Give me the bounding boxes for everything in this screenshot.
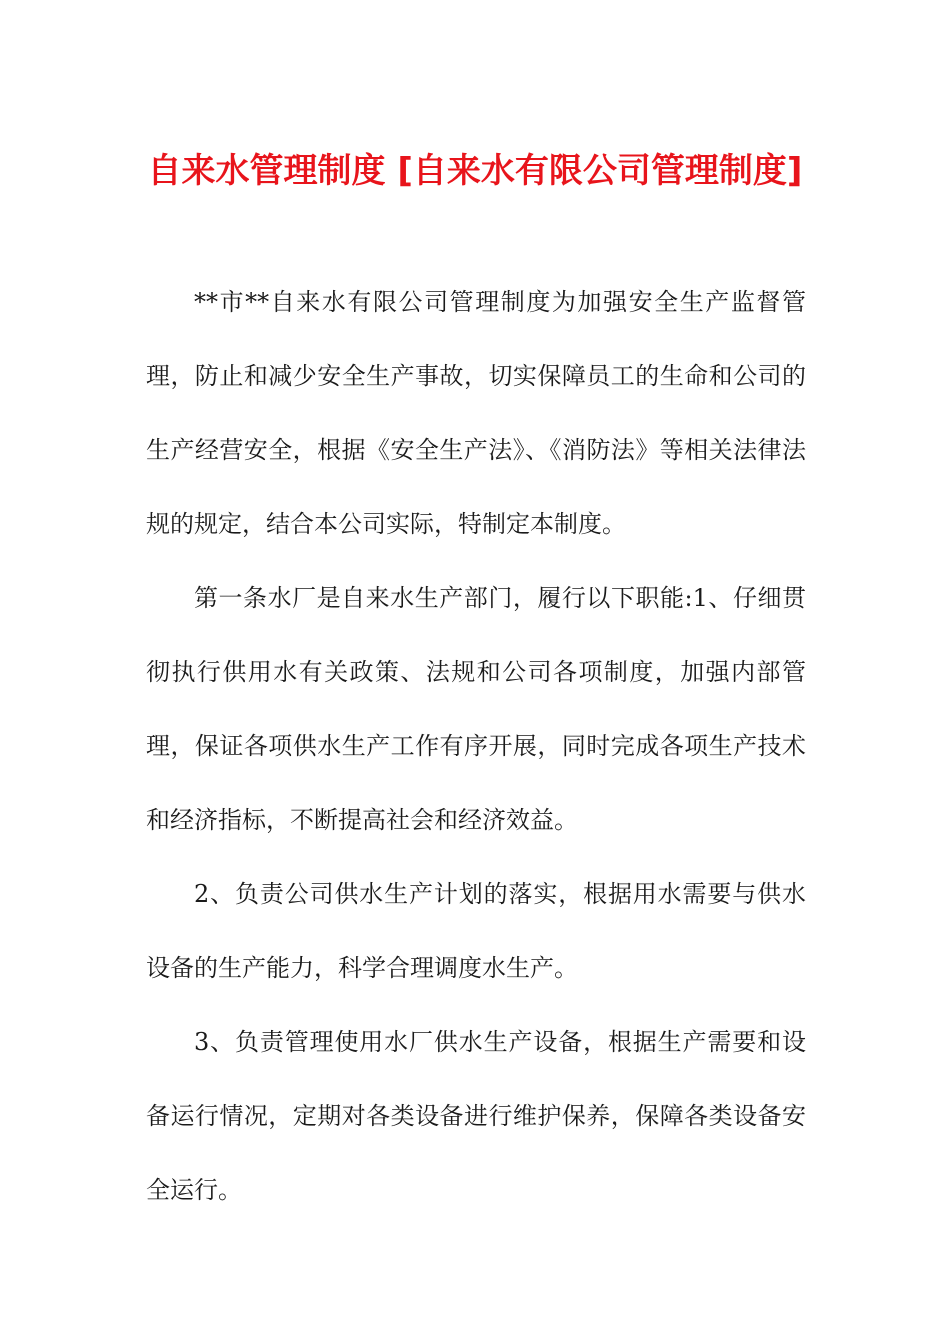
document-title: 自来水管理制度 [自来水有限公司管理制度] — [147, 151, 803, 191]
paragraph-intro: **市**自来水有限公司管理制度为加强安全生产监督管理，防止和减少安全生产事故，切实保障员工的生命和公司的生产经营安全，根据《安全生产法》、《消防法》等相关法律法规的规定，结合本公司实际，特制定本制度。 — [146, 288, 806, 538]
paragraph-article-1: 第一条水厂是自来水生产部门，履行以下职能:1、仔细贯彻执行供用水有关政策、法规和公司各项制度，加强内部管理，保证各项供水生产工作有序开展，同时完成各项生产技术和经济指标，不断提高社会和经济效益。 — [146, 584, 806, 834]
paragraph-item-2: 2、负责公司供水生产计划的落实，根据用水需要与供水设备的生产能力，科学合理调度水生产。 — [146, 880, 806, 982]
document-body — [146, 265, 806, 1227]
paragraph-item-3: 3、负责管理使用水厂供水生产设备，根据生产需要和设备运行情况，定期对各类设备进行维护保养，保障各类设备安全运行。 — [146, 1028, 806, 1204]
